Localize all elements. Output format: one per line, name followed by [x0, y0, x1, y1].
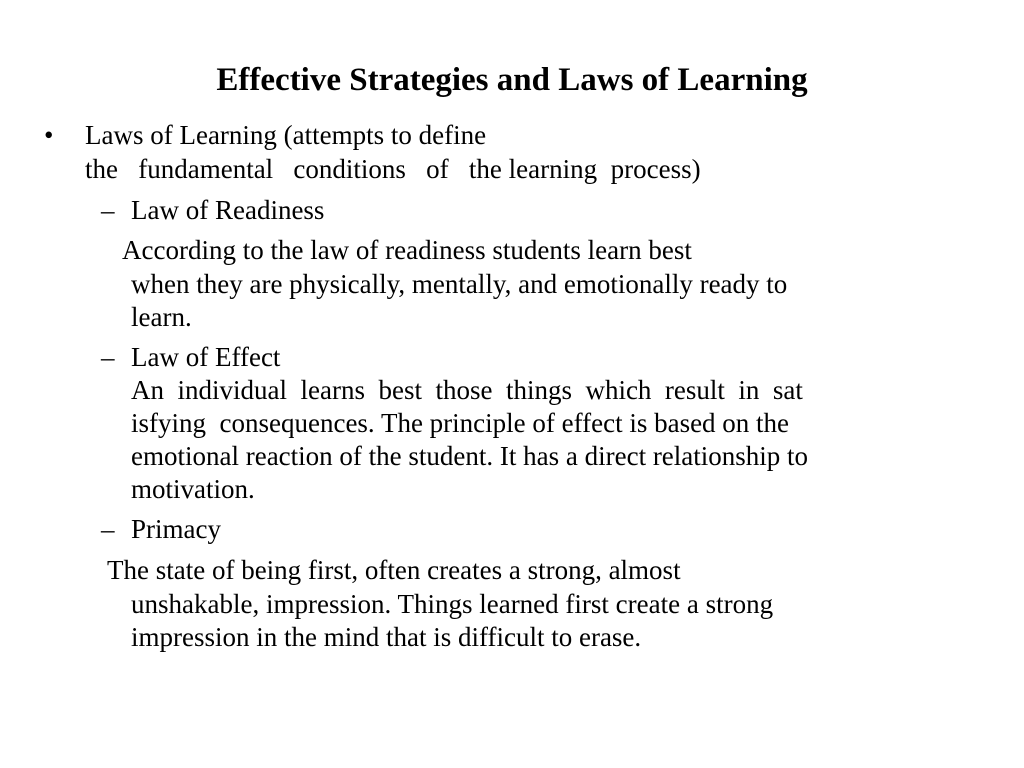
intro-line-1: Laws of Learning (attempts to define	[85, 120, 487, 150]
dash-marker-primacy: –	[101, 514, 115, 544]
readiness-line-3: learn.	[131, 302, 192, 332]
effect-line-2: isfying consequences. The principle of effect is based on the	[131, 408, 790, 438]
dash-marker-readiness: –	[101, 195, 115, 225]
intro-line-2: the fundamental conditions of the learning process)	[85, 154, 701, 184]
bullet-marker: •	[44, 120, 54, 150]
primacy-line-1: The state of being first, often creates a strong, almost	[107, 555, 681, 585]
readiness-line-2: when they are physically, mentally, and emotionally ready to	[131, 269, 788, 299]
effect-heading: Law of Effect	[131, 342, 281, 372]
primacy-heading: Primacy	[131, 514, 221, 544]
effect-line-1: An individual learns best those things which result in sat	[131, 375, 803, 405]
readiness-heading: Law of Readiness	[131, 195, 325, 225]
dash-marker-effect: –	[101, 342, 115, 372]
effect-line-3: emotional reaction of the student. It has a direct relationship to	[131, 441, 809, 471]
readiness-line-1: According to the law of readiness students learn best	[122, 235, 692, 265]
effect-line-4: motivation.	[131, 474, 255, 504]
primacy-line-2: unshakable, impression. Things learned first create a strong	[131, 589, 774, 619]
primacy-line-3: impression in the mind that is difficult to erase.	[131, 622, 642, 652]
slide-title: Effective Strategies and Laws of Learning	[216, 62, 808, 98]
